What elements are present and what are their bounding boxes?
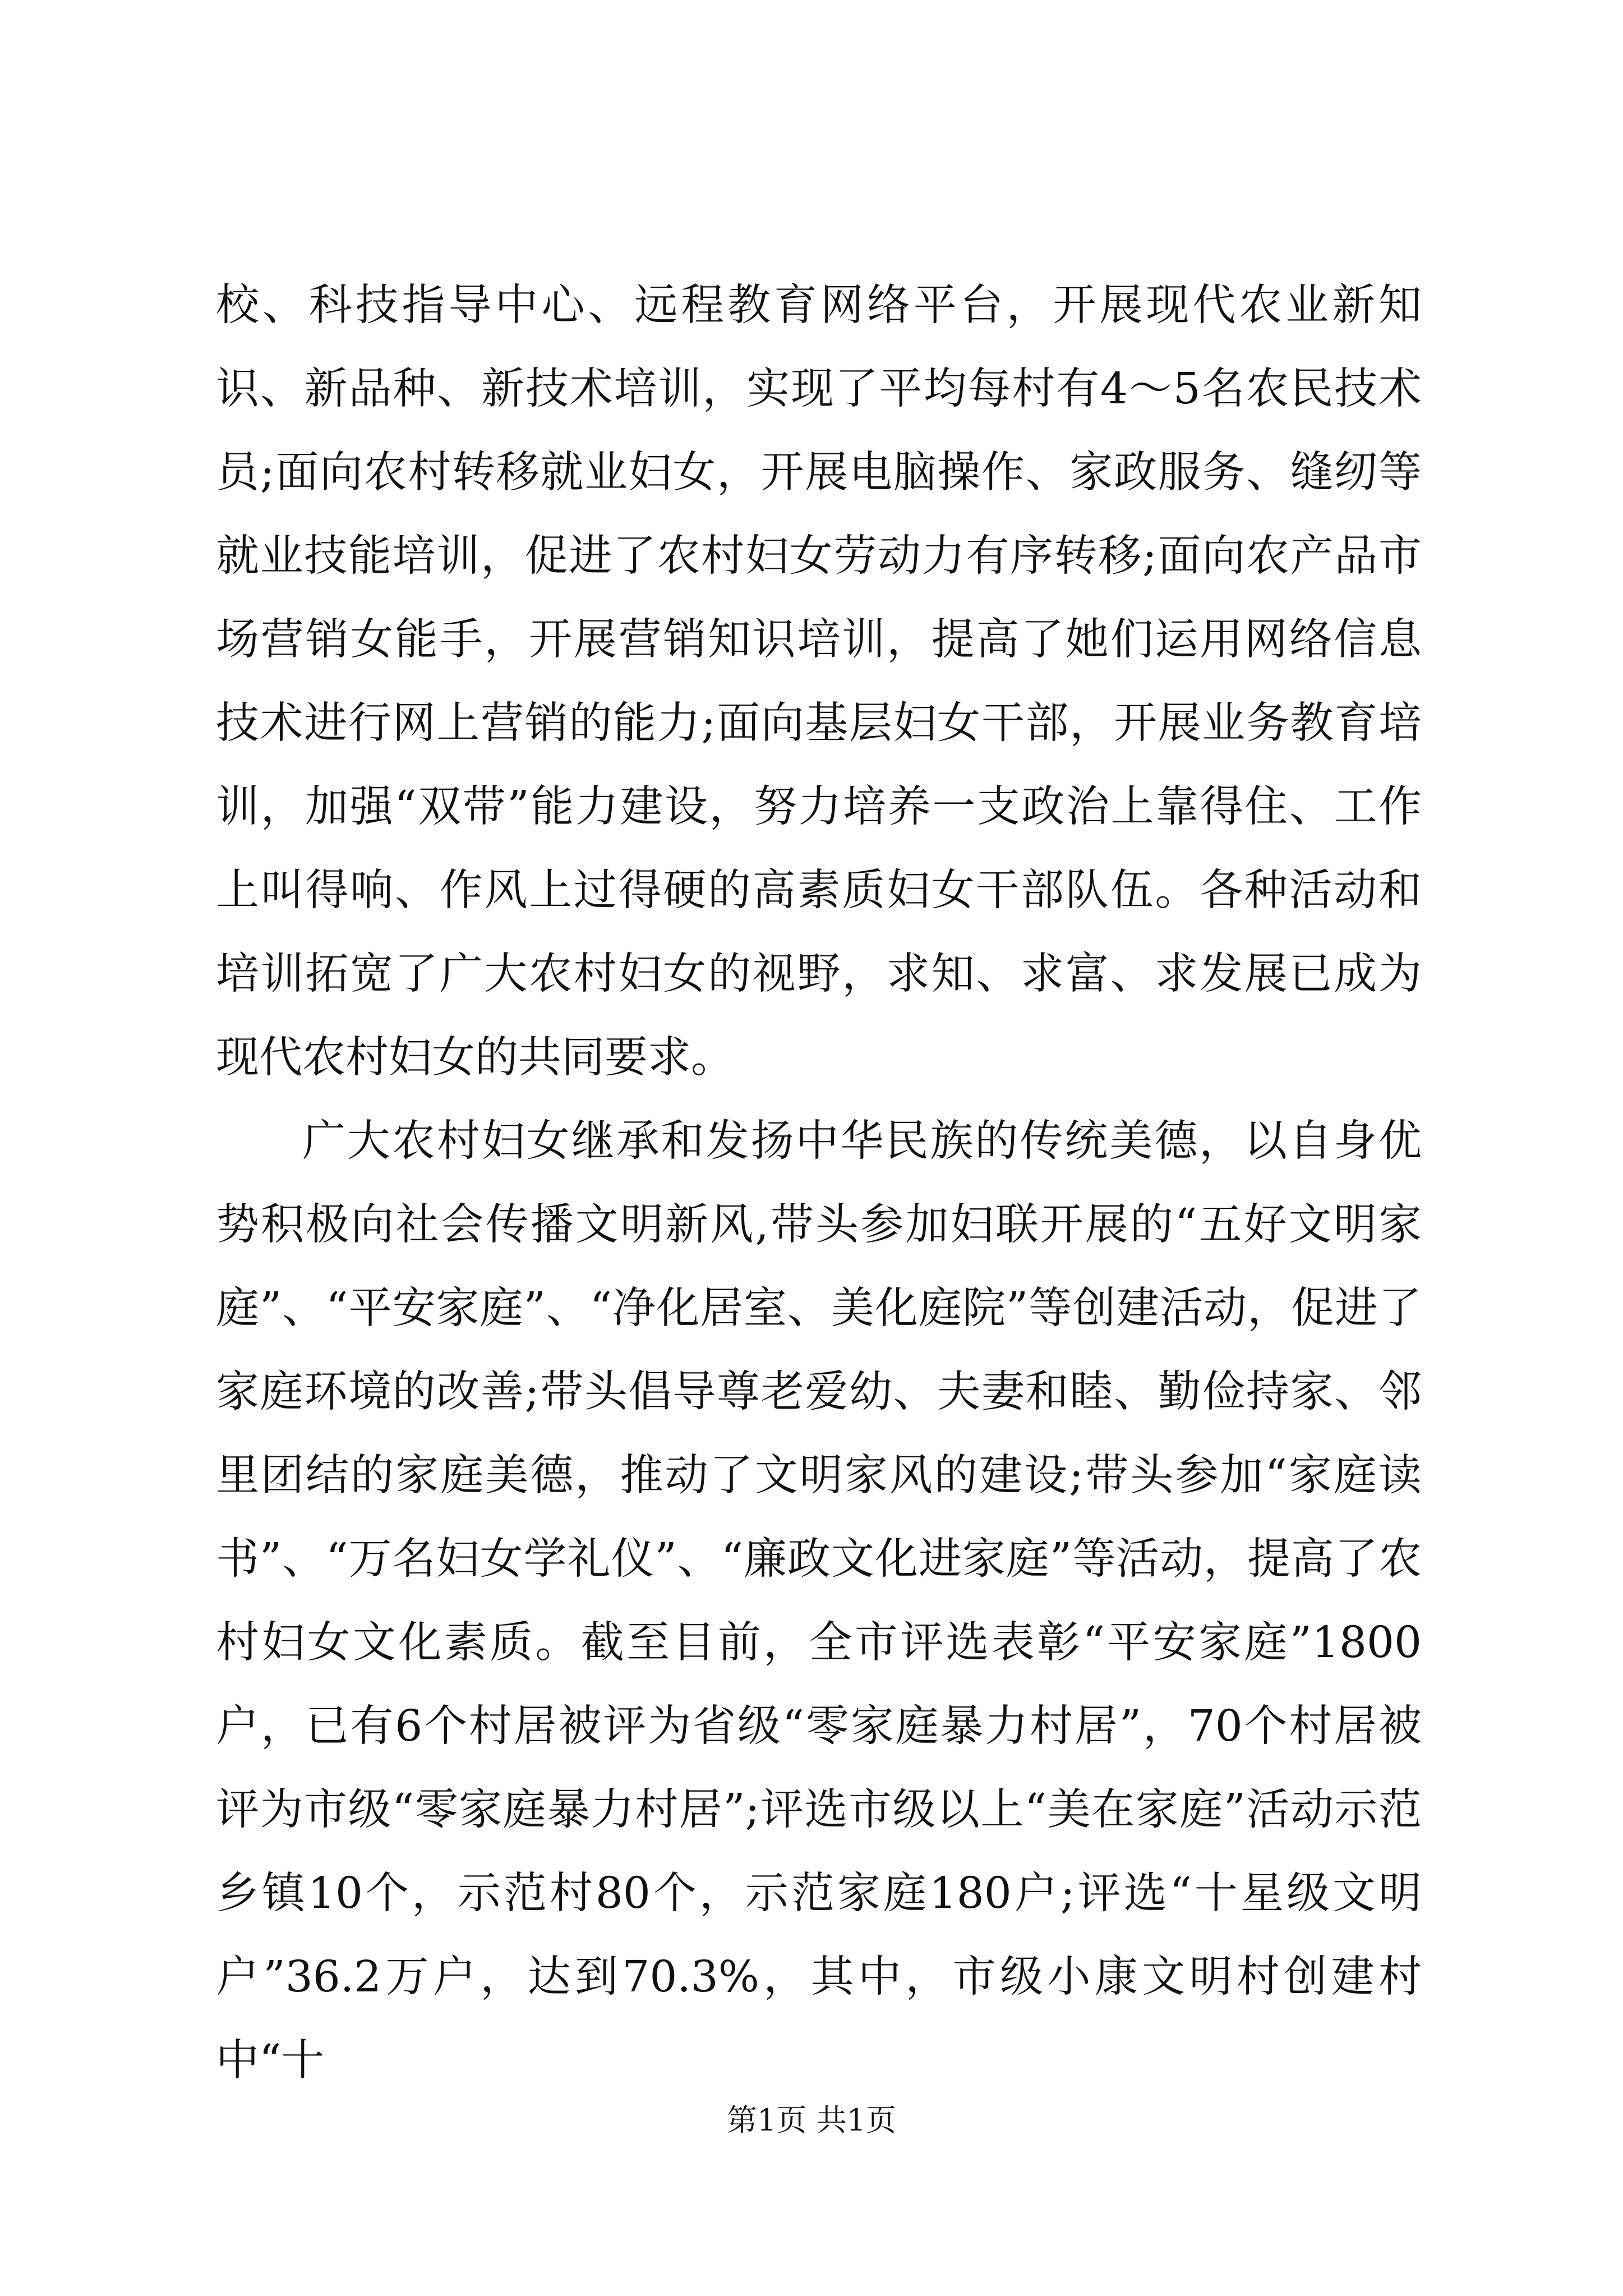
- document-body: [216, 264, 1422, 2102]
- paragraph-1: 校、科技指导中心、远程教育网络平台，开展现代农业新知识、新品种、新技术培训，实现了平均每村有4～5名农民技术员;面向农村转移就业妇女，开展电脑操作、家政服务、缝纫等就业技能培训，促进了农村妇女劳动力有序转移;面向农产品市场营销女能手，开展营销知识培训，提高了她们运用网络信息技术进行网上营销的能力;面向基层妇女干部，开展业务教育培训，加强“双带”能力建设，努力培养一支政治上靠得住、工作上叫得响、作风上过得硬的高素质妇女干部队伍。各种活动和培训拓宽了广大农村妇女的视野，求知、求富、求发展已成为现代农村妇女的共同要求。: [216, 280, 1422, 1083]
- paragraph-2: 广大农村妇女继承和发扬中华民族的传统美德，以自身优势积极向社会传播文明新风,带头参加妇联开展的“五好文明家庭”、“平安家庭”、“净化居室、美化庭院”等创建活动，促进了家庭环境的改善;带头倡导尊老爱幼、夫妻和睦、勤俭持家、邻里团结的家庭美德，推动了文明家风的建设;带头参加“家庭读书”、“万名妇女学礼仪”、“廉政文化进家庭”等活动，提高了农村妇女文化素质。截至目前，全市评选表彰“平安家庭”1800户，已有6个村居被评为省级“零家庭暴力村居”，70个村居被评为市级“零家庭暴力村居”;评选市级以上“美在家庭”活动示范乡镇10个，示范村80个，示范家庭180户;评选“十星级文明户”36.2万户，达到70.3%，其中，市级小康文明村创建村中“十: [216, 1116, 1422, 2086]
- page-footer: 第1页 共1页: [727, 2102, 896, 2138]
